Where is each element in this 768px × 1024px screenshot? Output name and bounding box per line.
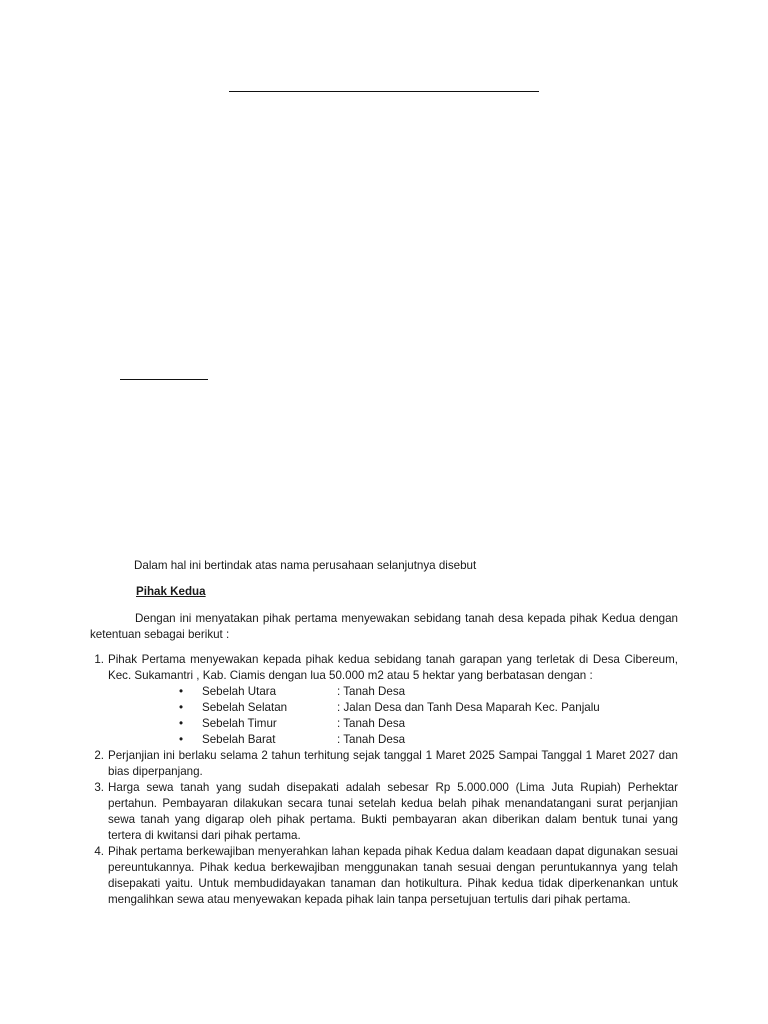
item-text: Pihak Pertama menyewakan kepada pihak kedua sebidang tanah garapan yang terletak di Desa Cibereum, Kec. Sukamantri , Kab. Ciamis dengan lua 50.000 m2 atau 5 hektar yang berbatasan dengan : [108,653,678,682]
boundary-side: Sebelah Utara [202,685,277,698]
boundary-value: : Tanah Desa [337,733,406,746]
bullet-icon: • [179,701,184,714]
boundary-item [108,732,678,748]
list-item [86,780,678,844]
boundary-value: : Tanah Desa [337,685,406,698]
boundary-item [108,700,678,716]
boundary-side: Sebelah Selatan [202,701,288,714]
party-heading: Pihak Kedua [136,585,206,598]
list-item [86,652,678,748]
item-number: 3. [94,781,104,794]
boundary-item [108,716,678,732]
terms-list [86,652,678,908]
boundary-list [108,684,678,748]
item-number: 2. [94,749,104,762]
opening-paragraph [90,611,678,643]
item-text: Pihak pertama berkewajiban menyerahkan lahan kepada pihak Kedua dalam keadaan dapat digunakan sesuai pereuntukannya. Pihak kedua berkewajiban menggunakan tanah sesuai dengan peruntukannya yang telah disepakati yaitu. Untuk membudidayakan tanaman dan hotikultura. Pihak kedua tidak diperkenankan untuk mengalihkan sewa atau menyewakan kepada pihak lain tanpa persetujuan tertulis dari pihak pertama. [108,845,678,906]
item-text: Perjanjian ini berlaku selama 2 tahun terhitung sejak tanggal 1 Maret 2025 Sampai Tanggal 1 Maret 2027 dan bias diperpanjang. [108,749,678,778]
bullet-icon: • [179,685,184,698]
item-number: 1. [94,653,104,666]
boundary-value: : Jalan Desa dan Tanh Desa Maparah Kec. Panjalu [337,701,600,714]
opening-paragraph-text: Dengan ini menyatakan pihak pertama menyewakan sebidang tanah desa kepada pihak Kedua dengan ketentuan sebagai berikut : [90,612,678,641]
list-item [86,748,678,780]
name-underline [120,379,208,380]
boundary-value: : Tanah Desa [337,717,406,730]
item-number: 4. [94,845,104,858]
item-text: Harga sewa tanah yang sudah disepakati adalah sebesar Rp 5.000.000 (Lima Juta Rupiah) Perhektar pertahun. Pembayaran dilakukan secara tunai setelah kedua belah pihak menandatangani surat perjanjian sewa tanah yang digarap oleh pihak pertama. Bukti pembayaran akan diberikan dalam bentuk tunai yang tertera di kwitansi dari pihak pertama. [108,781,678,842]
bullet-icon: • [179,733,184,746]
boundary-side: Sebelah Timur [202,717,277,730]
intro-text: Dalam hal ini bertindak atas nama perusahaan selanjutnya disebut [134,559,477,572]
bullet-icon: • [179,717,184,730]
boundary-side: Sebelah Barat [202,733,276,746]
boundary-item [108,684,678,700]
title-underline [229,91,539,92]
list-item [86,844,678,908]
